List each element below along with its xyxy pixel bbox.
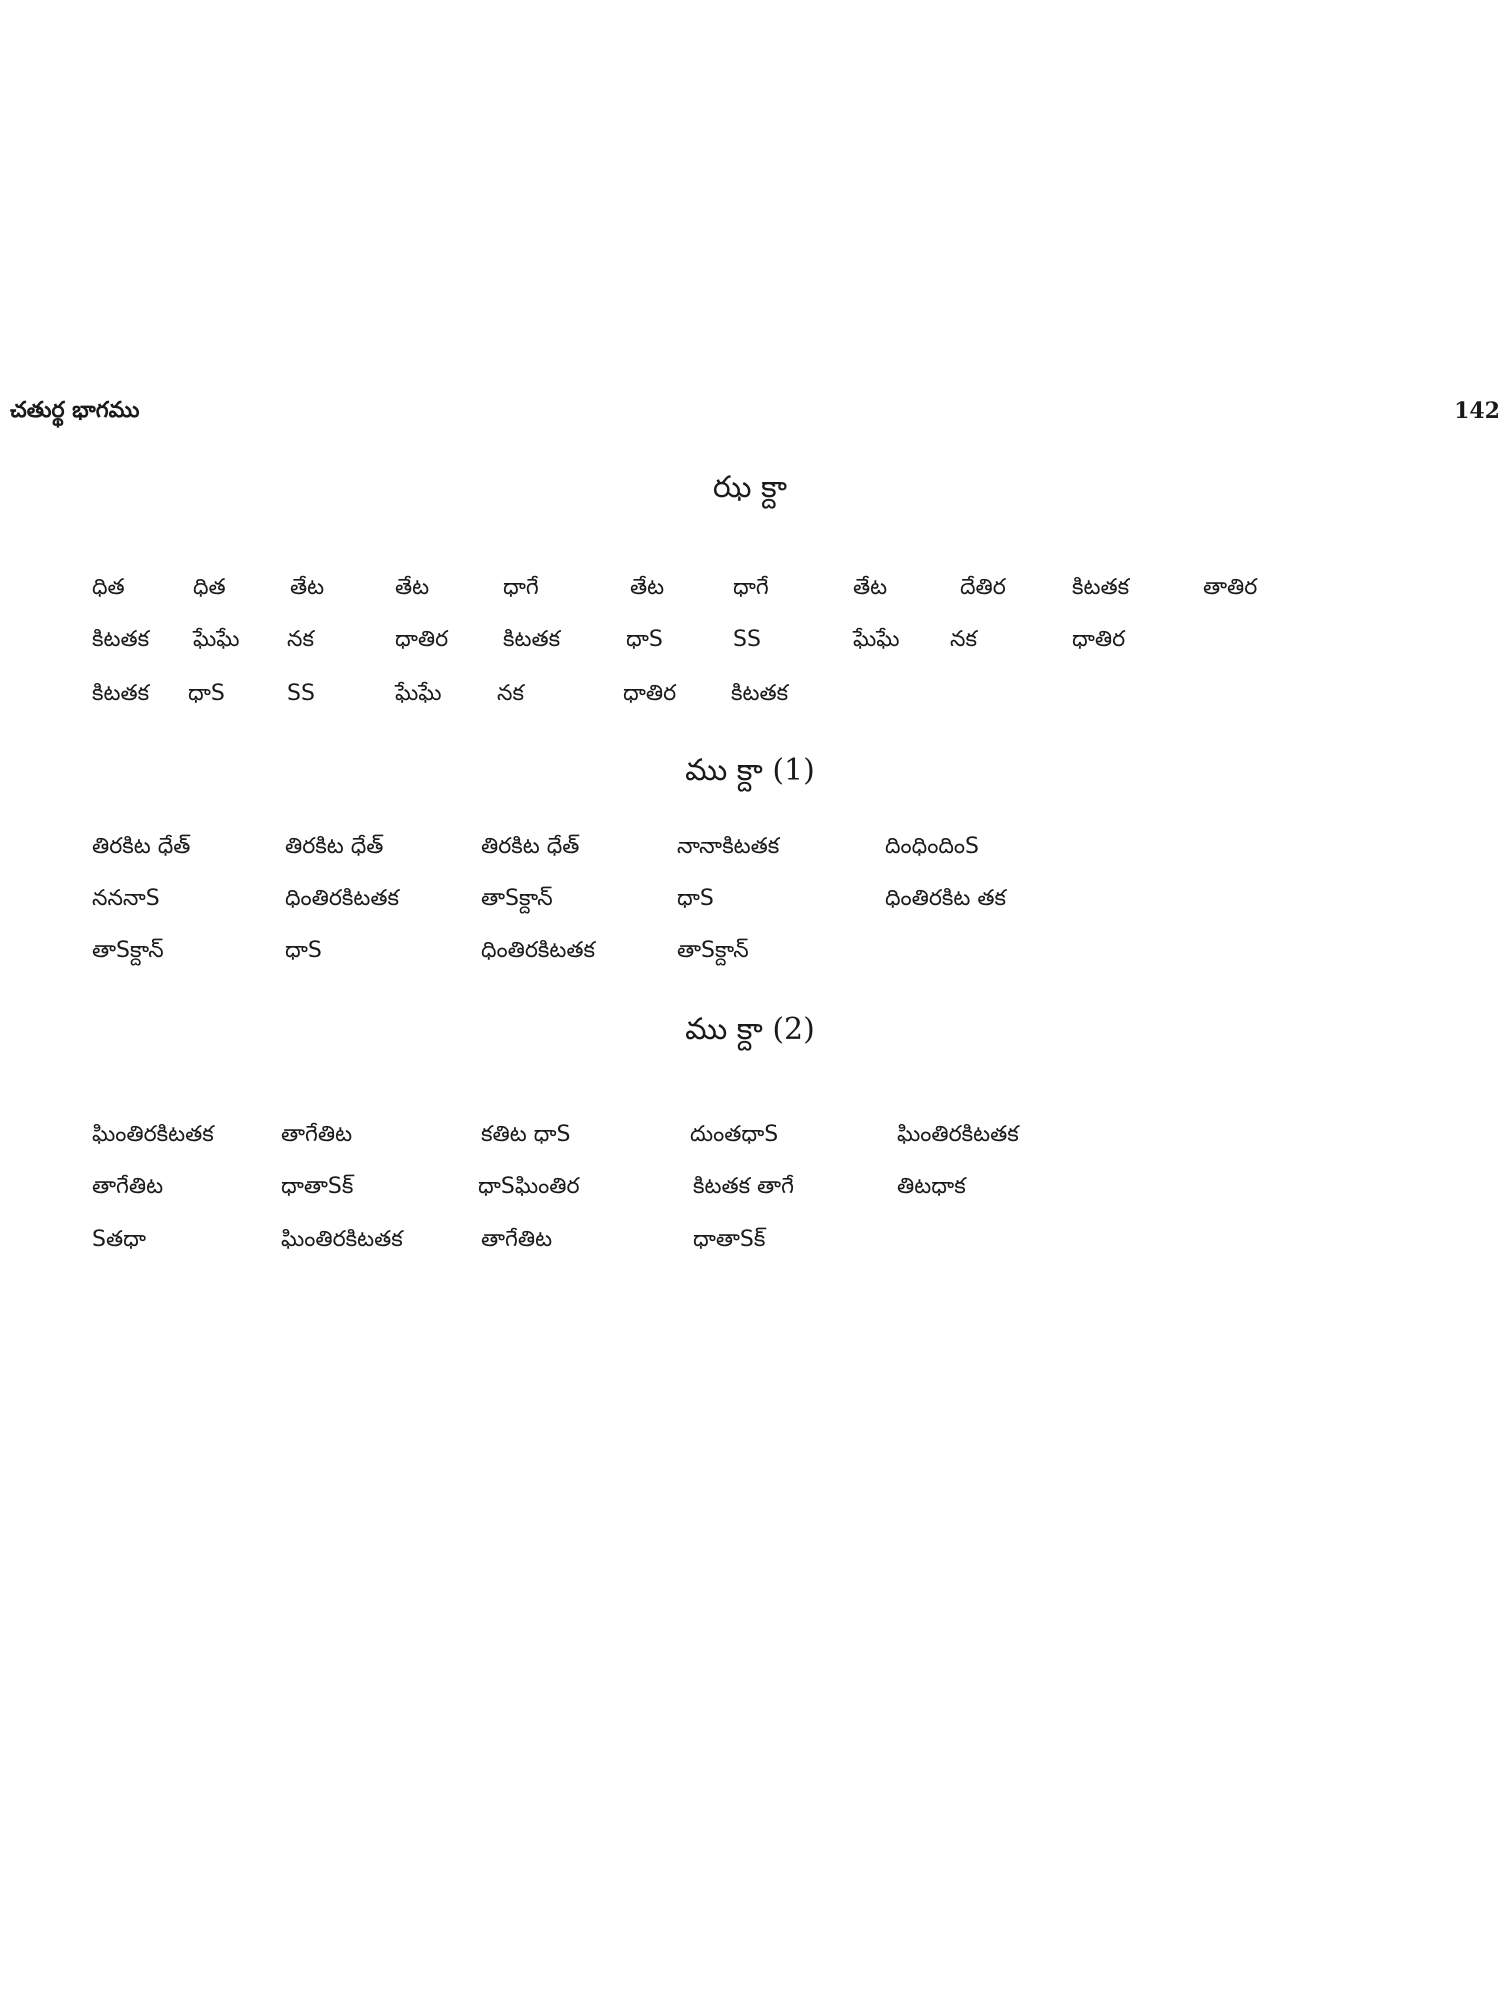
notation-cell: దింధిందింS — [885, 834, 980, 859]
notation-cell: తిరకిట ధేత్ — [481, 834, 580, 859]
notation-cell: తిరకిట ధేత్ — [285, 834, 384, 859]
notation-cell: తాగేతిట — [281, 1122, 353, 1147]
notation-cell: కిటతక — [1072, 575, 1130, 600]
notation-cell: ధాSఘింతిర — [478, 1174, 580, 1199]
notation-cell: ధాతిర — [395, 627, 449, 652]
notation-row — [0, 575, 1500, 615]
notation-cell: ధాతాSక్ — [693, 1227, 766, 1252]
notation-cell: తాగేతిట — [92, 1174, 164, 1199]
notation-cell: ఘింతిరకిటతక — [281, 1227, 403, 1252]
notation-cell: తేట — [290, 575, 325, 600]
notation-cell: ధాతిర — [1072, 627, 1126, 652]
notation-row — [0, 681, 1500, 721]
notation-row — [0, 886, 1500, 926]
notation-cell: తాSక్దాన్ — [481, 886, 553, 911]
notation-cell: ఘింతిరకిటతక — [897, 1122, 1019, 1147]
notation-row — [0, 627, 1500, 667]
notation-cell: కిటతక — [92, 681, 150, 706]
notation-cell: ధింతిరకిటతక — [481, 938, 596, 963]
notation-cell: SS — [733, 627, 761, 652]
section-heading: ఝ క్దా — [712, 470, 788, 505]
notation-cell: తాSక్దాన్ — [92, 938, 164, 963]
notation-cell: తేట — [853, 575, 888, 600]
notation-cell: తాగేతిట — [481, 1227, 553, 1252]
page-header — [10, 398, 1500, 438]
notation-cell: ధాS — [626, 627, 663, 652]
notation-cell: Sతధా — [92, 1227, 146, 1252]
notation-cell: తిటధాక — [897, 1174, 966, 1199]
notation-cell: నననాS — [92, 886, 160, 911]
page-number: 142 — [1454, 398, 1500, 424]
section-heading: ము క్దా (2) — [685, 1012, 815, 1047]
notation-row — [0, 1174, 1500, 1214]
notation-cell: ధాS — [188, 681, 225, 706]
notation-cell: తేట — [630, 575, 665, 600]
notation-cell: ధాగే — [503, 575, 539, 600]
notation-cell: తిరకిట ధేత్ — [92, 834, 191, 859]
notation-cell: ధాతిర — [623, 681, 677, 706]
notation-cell: ఘేఘే — [853, 627, 900, 652]
notation-row — [0, 1227, 1500, 1267]
notation-cell: ధాS — [677, 886, 714, 911]
notation-row — [0, 1122, 1500, 1162]
notation-cell: కిటతక తాగే — [693, 1174, 794, 1199]
notation-row — [0, 938, 1500, 978]
notation-row — [0, 834, 1500, 874]
notation-cell: కతిట ధాS — [481, 1122, 571, 1147]
notation-cell: ఘింతిరకిటతక — [92, 1122, 214, 1147]
notation-cell: తాతిర — [1203, 575, 1258, 600]
notation-cell: ధింతిరకిటతక — [285, 886, 400, 911]
notation-cell: ఘేఘే — [395, 681, 442, 706]
notation-cell: నక — [950, 627, 977, 652]
notation-cell: ధాగే — [733, 575, 769, 600]
notation-cell: నక — [287, 627, 314, 652]
notation-cell: తేట — [395, 575, 430, 600]
section-heading: ము క్దా (1) — [685, 753, 815, 788]
notation-cell: ధిత — [193, 575, 226, 600]
notation-cell: SS — [287, 681, 315, 706]
notation-cell: కిటతక — [731, 681, 789, 706]
notation-cell: నానాకిటతక — [677, 834, 780, 859]
notation-cell: ధిత — [92, 575, 125, 600]
notation-cell: ధింతిరకిట తక — [885, 886, 1006, 911]
notation-cell: తాSక్దాన్ — [677, 938, 749, 963]
notation-cell: ధాS — [285, 938, 322, 963]
notation-cell: నక — [497, 681, 524, 706]
running-title: చతుర్థ భాగము — [10, 398, 140, 423]
notation-cell: కిటతక — [92, 627, 150, 652]
notation-cell: దేతిర — [960, 575, 1006, 600]
notation-cell: ఘేఘే — [193, 627, 240, 652]
notation-cell: కిటతక — [503, 627, 561, 652]
notation-cell: ధాతాSక్ — [281, 1174, 354, 1199]
notation-cell: దుంతధాS — [690, 1122, 779, 1147]
